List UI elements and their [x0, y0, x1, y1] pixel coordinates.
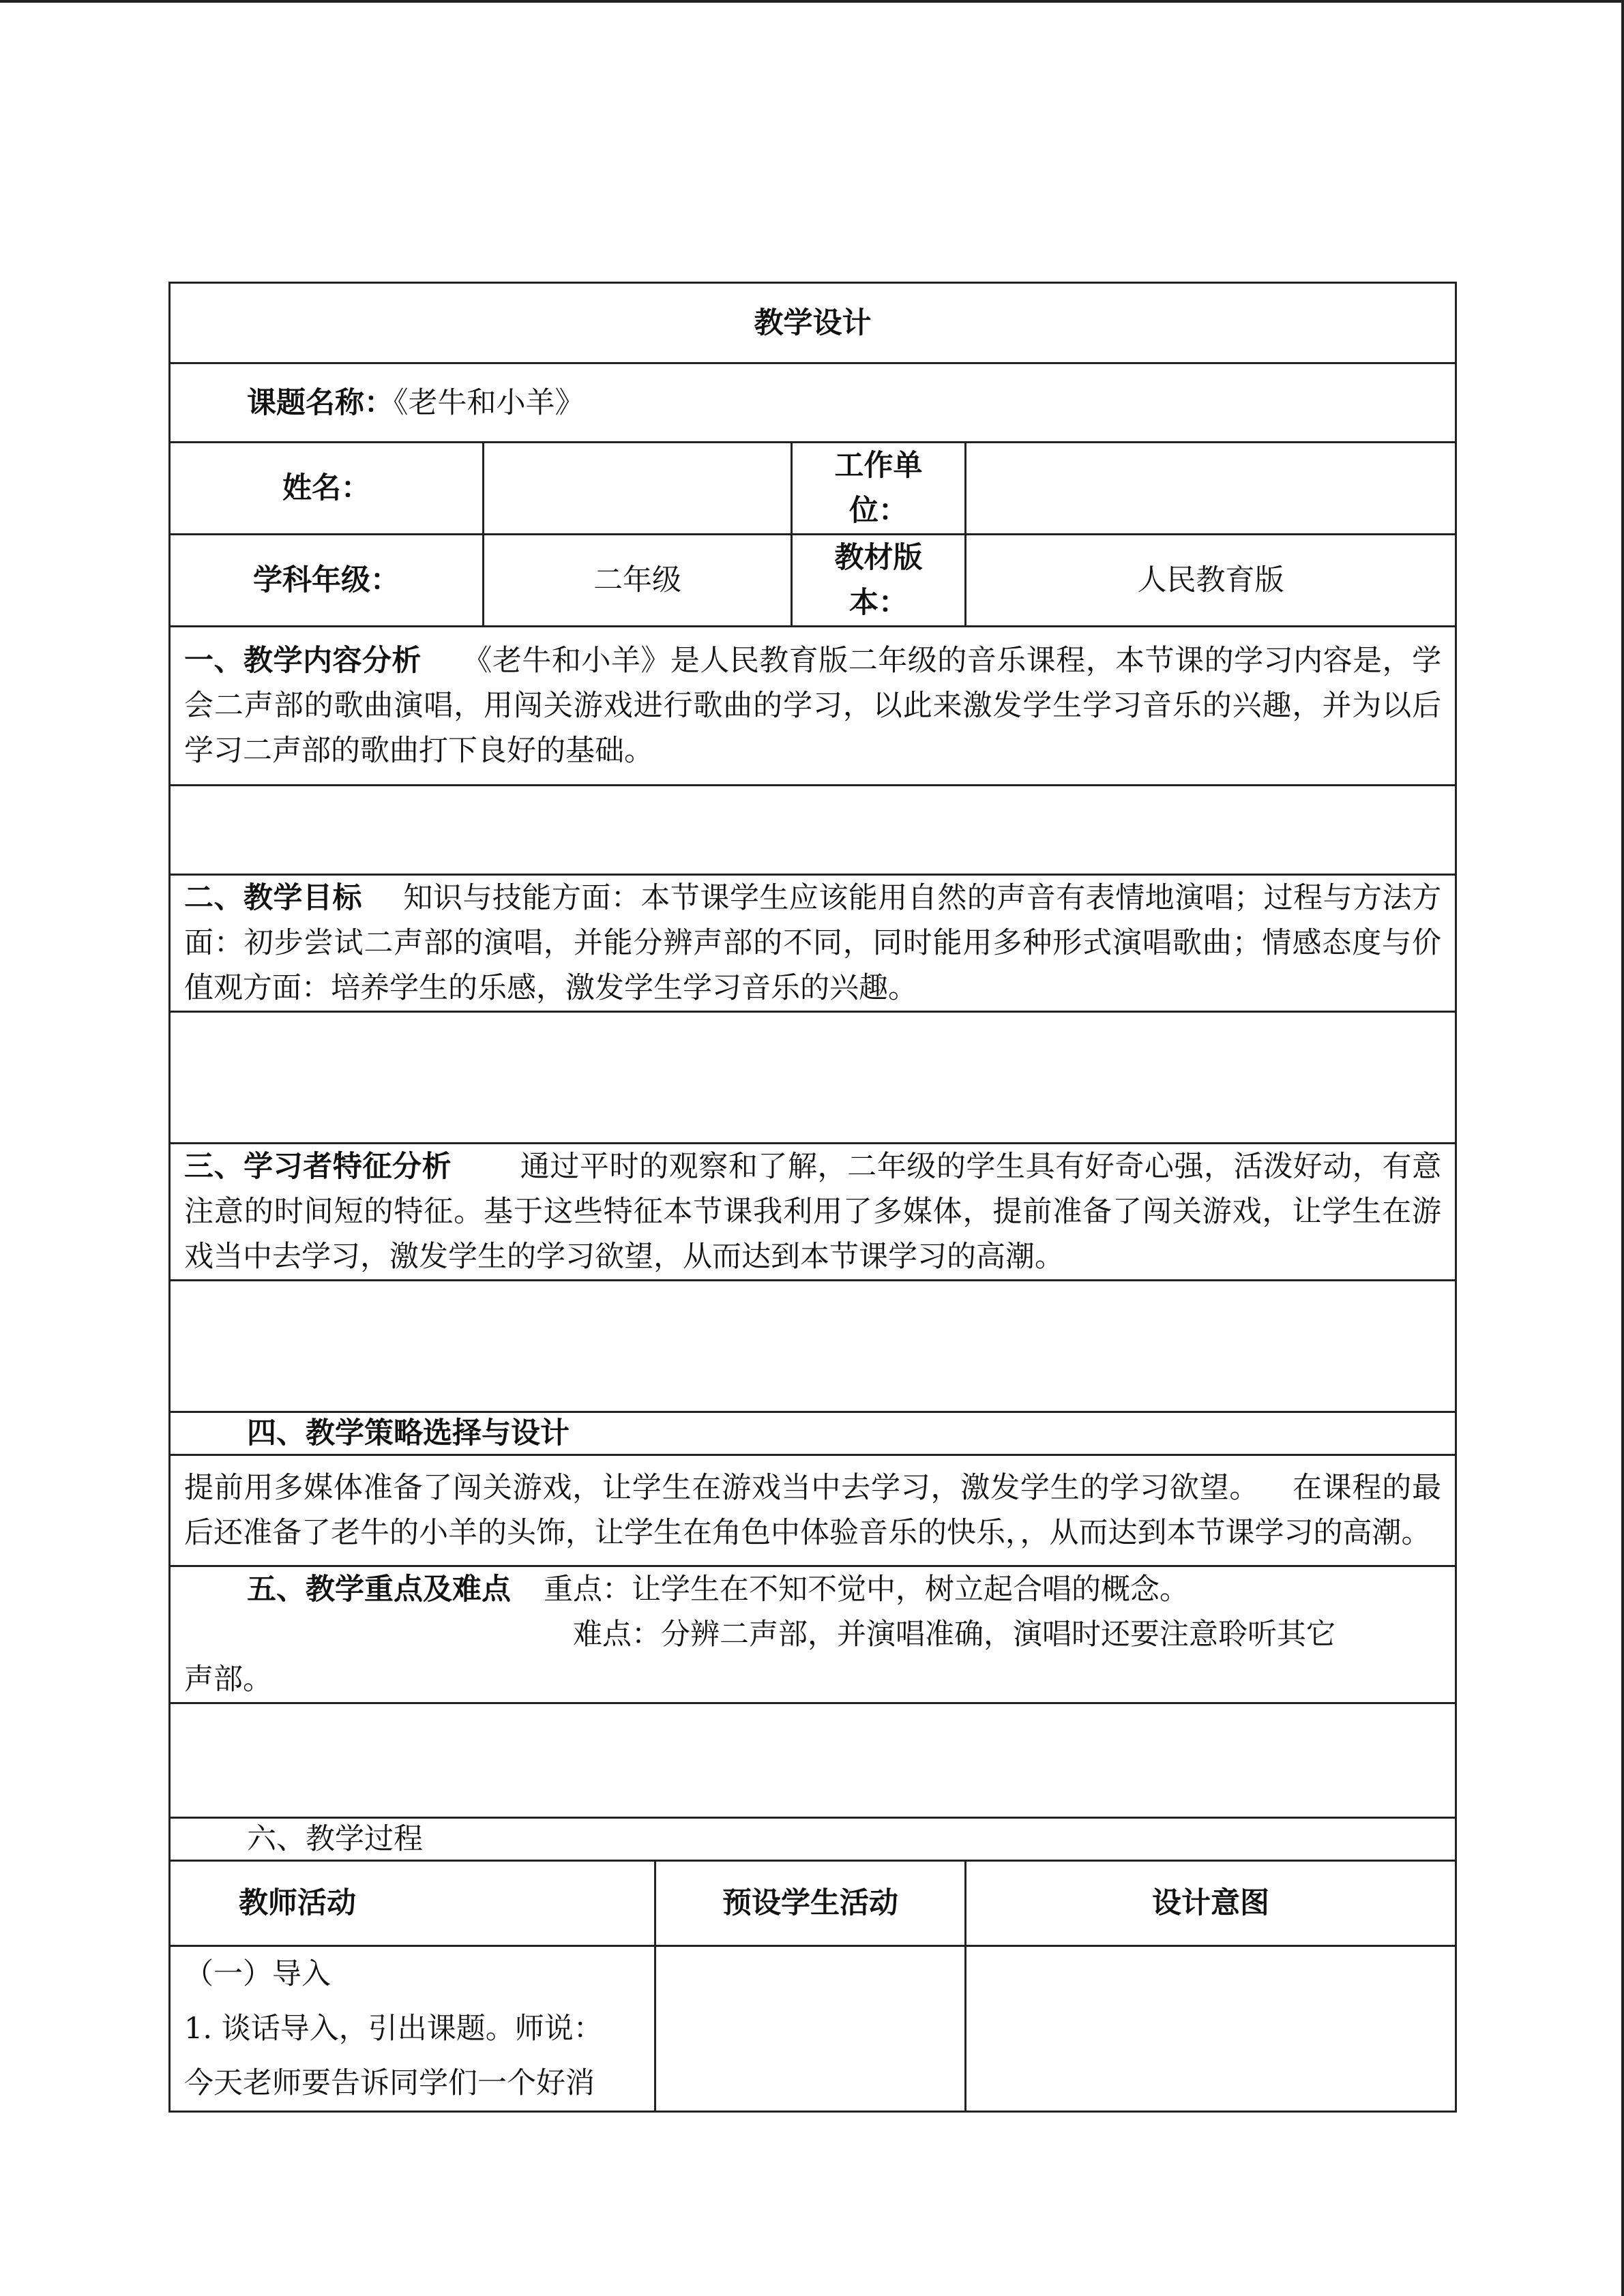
process-heading: 六、教学过程 [170, 1818, 1456, 1861]
key-point-zhongdian: 重点：让学生在不知不觉中，树立起合唱的概念。 [544, 1572, 1189, 1607]
course-name-value: 《老牛和小羊》 [394, 385, 585, 420]
design-intent-cell [966, 1946, 1456, 2112]
learner-analysis-section [170, 1144, 1456, 1281]
teacher-activity-cell [170, 1946, 655, 2112]
column-design-intent: 设计意图 [966, 1861, 1456, 1946]
teacher-line: 1. 谈话导入，引出课题。师说： [184, 2012, 603, 2046]
content-analysis-heading: 一、教学内容分析 [184, 644, 422, 678]
blank-row [170, 1012, 1456, 1144]
unit-value [966, 443, 1456, 535]
key-point-nandian-cont: 声部。 [184, 1663, 272, 1697]
lesson-plan-sheet [168, 282, 1455, 2113]
objectives-heading: 二、教学目标 [184, 881, 362, 915]
textbook-label: 教材版本： [792, 535, 966, 627]
strategy-text [170, 1455, 1456, 1566]
grade-label: 学科年级： [170, 535, 484, 627]
grade-value: 二年级 [484, 535, 792, 627]
name-label: 姓名： [170, 443, 484, 535]
key-points-heading: 五、教学重点及难点 [247, 1572, 511, 1607]
strategy-heading: 四、教学策略选择与设计 [170, 1412, 1456, 1455]
student-activity-cell [655, 1946, 966, 2112]
teacher-line: 今天老师要告诉同学们一个好消 [184, 2066, 595, 2100]
page-right-border [1621, 0, 1624, 2296]
content-analysis-section [170, 627, 1456, 786]
strategy-text-2: 在课程的最后还准备了老牛的小羊的头饰，让学生在角色中体验音乐的快乐，，从而达到本节课学习的高潮。 [184, 1471, 1442, 1550]
course-name-row [170, 363, 1456, 443]
key-points-section [170, 1566, 1456, 1703]
blank-row [170, 1703, 1456, 1818]
course-name-label: 课题名称： [247, 385, 394, 420]
blank-row [170, 1281, 1456, 1412]
column-teacher-activity: 教师活动 [170, 1861, 655, 1946]
content-analysis-text: 《老牛和小羊》是人民教育版二年级的音乐课程，本节课的学习内容是，学会二声部的歌曲演唱，用闯关游戏进行歌曲的学习，以此来激发学生学习音乐的兴趣，并为以后学习二声部的歌曲打下良好的基础。 [184, 644, 1442, 768]
textbook-value: 人民教育版 [966, 535, 1456, 627]
learner-analysis-text: 通过平时的观察和了解，二年级的学生具有好奇心强，活泼好动，有意注意的时间短的特征。基于这些特征本节课我利用了多媒体，提前准备了闯关游戏，让学生在游戏当中去学习，激发学生的学习欲望，从而达到本节课学习的高潮。 [184, 1150, 1442, 1274]
document-title: 教学设计 [170, 283, 1456, 363]
lesson-plan-table [168, 282, 1457, 2113]
strategy-text-1: 提前用多媒体准备了闯关游戏，让学生在游戏当中去学习，激发学生的学习欲望。 [184, 1471, 1260, 1505]
name-value [484, 443, 792, 535]
teacher-line: （一）导入 [184, 1957, 331, 1991]
blank-row [170, 786, 1456, 875]
page-top-border [0, 0, 1624, 3]
unit-label: 工作单位： [792, 443, 966, 535]
key-point-nandian: 难点：分辨二声部，并演唱准确，演唱时还要注意聆听其它 [573, 1617, 1335, 1652]
objectives-text: 知识与技能方面：本节课学生应该能用自然的声音有表情地演唱；过程与方法方面：初步尝试二声部的演唱，并能分辨声部的不同，同时能用多种形式演唱歌曲；情感态度与价值观方面：培养学生的乐感，激发学生学习音乐的兴趣。 [184, 881, 1442, 1005]
column-student-activity: 预设学生活动 [655, 1861, 966, 1946]
learner-analysis-heading: 三、学习者特征分析 [184, 1150, 452, 1184]
objectives-section [170, 875, 1456, 1012]
